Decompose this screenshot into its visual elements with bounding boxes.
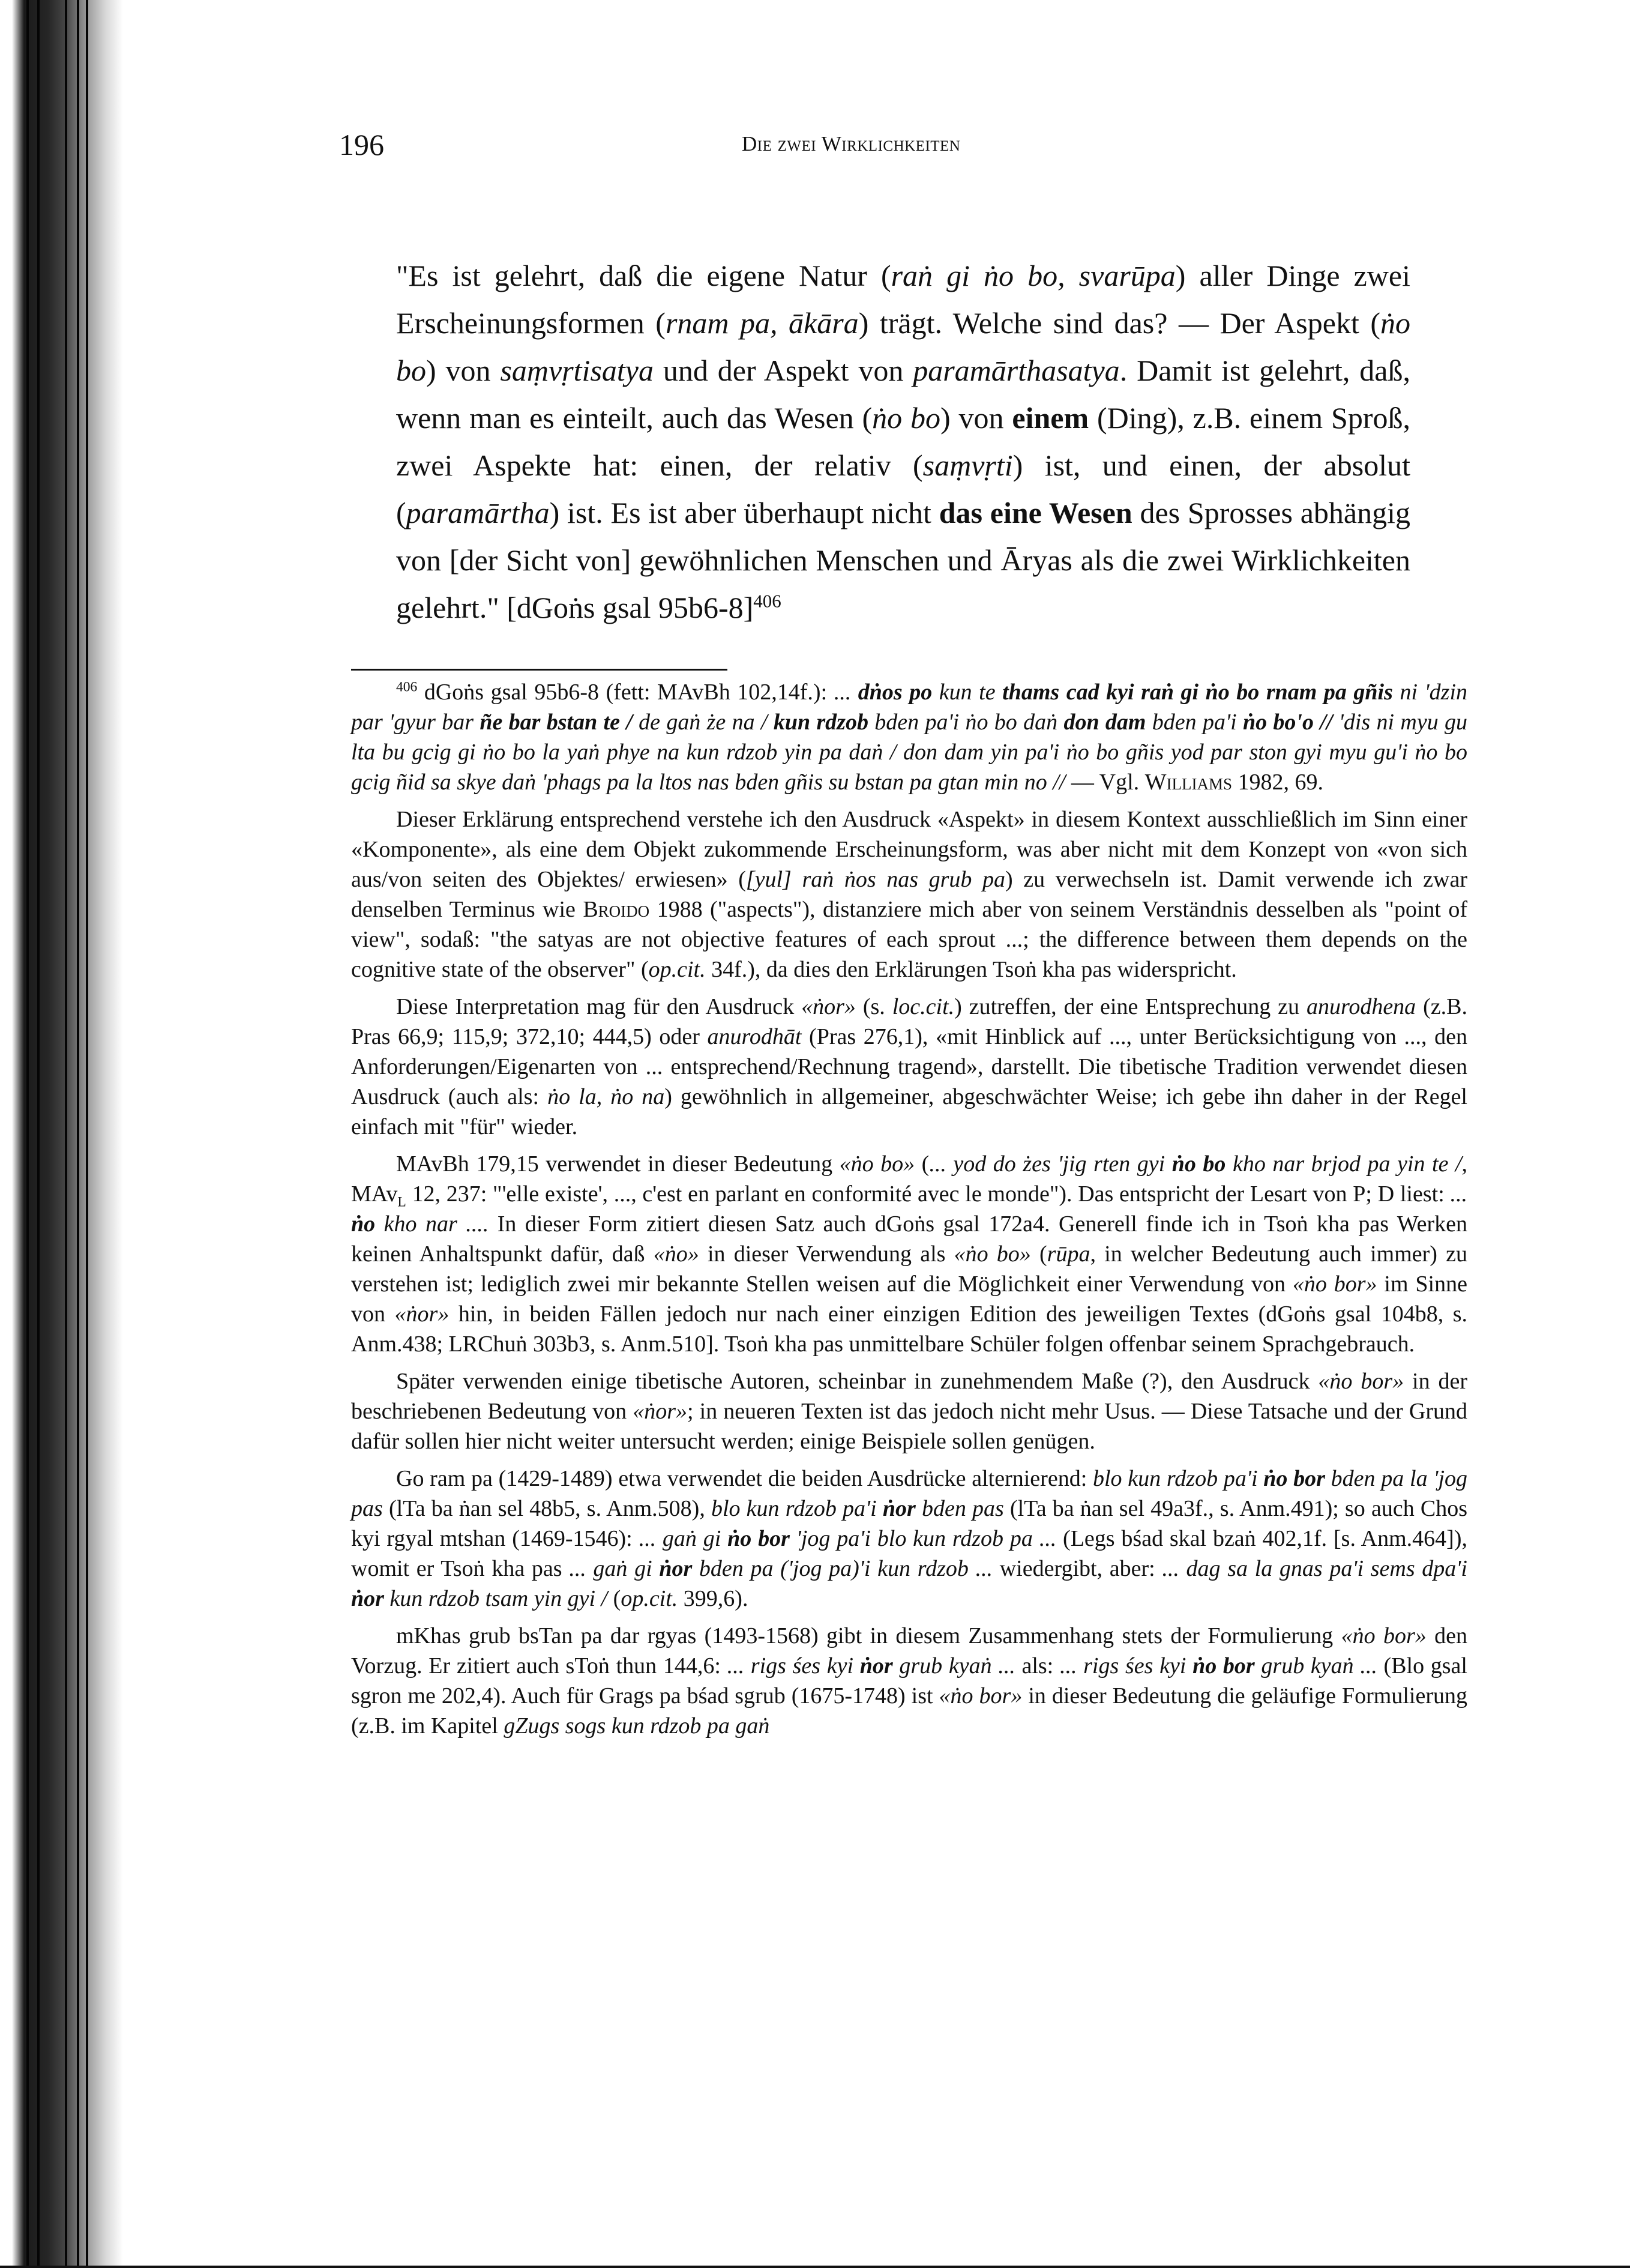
fn-term: 'jog pa'i blo kun rdzob pa ... [789, 1526, 1057, 1551]
fn-text: Dieser Erklärung entsprechend verstehe ich den Ausdruck «Aspekt» in diesem Kontext ausschließlich im Sinn einer «Komponente», als eine dem Objekt zukommende Erscheinungsform, was aber nicht mit dem Konzept von «von sich aus/von seiten des Objektes/ erwiesen» ( [351, 807, 1467, 892]
fn-term: ... rigs śes kyi [727, 1653, 860, 1678]
fn-text: — Vgl. [1065, 770, 1145, 795]
binding-line [86, 0, 88, 2268]
bottom-scan-edge [0, 2266, 1630, 2268]
fn-text: ( [1030, 1241, 1047, 1267]
fn-term: ... dag sa la gnas pa'i sems dpa'i [1162, 1556, 1467, 1581]
fn-text: (lTa ba ṅan sel 48b5, s. Anm.508), [382, 1496, 711, 1521]
fn-text: Später verwenden einige tibetische Autoren, scheinbar in zunehmendem Maße (?), den Ausdruck [396, 1369, 1319, 1394]
quote-text: ) von [426, 354, 501, 387]
fn-text: ) gewöhnlich in allgemeiner, abgeschwächter Weise; ich gebe ihn daher in der Regel einfach mit "für" wieder. [351, 1084, 1467, 1139]
fn-term: ... gaṅ gi [639, 1526, 728, 1551]
fn-term: ... gaṅ gi [569, 1556, 660, 1581]
fn-term: «ṅo» [653, 1241, 699, 1267]
quote-text: und der Aspekt von [654, 354, 913, 387]
fn-term: kho nar .... [375, 1211, 489, 1237]
fn-term: «ṅo bo» [839, 1151, 915, 1177]
fn-term: anurodhāt [707, 1024, 802, 1049]
quote-text: (Ding), z.B. einem Sproß, zwei Aspekte hat: einen, der relativ ( [396, 401, 1411, 482]
fn-text: (s. [855, 994, 892, 1019]
footnote-reference: 406 [753, 590, 781, 612]
fn-bold-term: ṅor [882, 1496, 916, 1521]
footnote-paragraph [351, 677, 1467, 797]
quote-text: ) trägt. Welche sind das? — Der Aspekt ( [858, 306, 1381, 340]
fn-subscript: L [397, 1194, 406, 1210]
fn-term: «ṅo bo» [954, 1241, 1031, 1267]
footnote-paragraph [351, 804, 1467, 985]
fn-text: ) zutreffen, der eine Entsprechung zu [954, 994, 1307, 1019]
fn-text: Go ram pa (1429-1489) etwa verwendet die beiden Ausdrücke alternierend: [396, 1466, 1093, 1491]
fn-term: «ṅo bor» [1292, 1271, 1377, 1297]
fn-text: hin, in beiden Fällen jedoch nur nach einer einzigen Edition des jeweiligen Textes (dGoṅs gsal 104b8, s. Anm.438; LRChuṅ 303b3, s. Anm.510]. Tsoṅ kha pas unmittelbare Schüler folgen offenbar seinem Sprachgebrauch. [351, 1301, 1468, 1357]
fn-text: 1982, 69. [1232, 770, 1324, 795]
fn-term: bden pa ('jog pa)'i kun rdzob ... [692, 1556, 993, 1581]
quote-text: ) ist. Es ist aber überhaupt nicht [549, 496, 939, 529]
fn-bold-term: ṅor [659, 1556, 693, 1581]
fn-bold-term: ṅo bo [1171, 1151, 1226, 1177]
fn-text: ( [607, 1586, 621, 1611]
fn-term: kun te [932, 680, 1003, 705]
footnote-paragraph [351, 1464, 1467, 1614]
fn-bold-term: ṅo bor [1192, 1653, 1255, 1678]
fn-bold-term: ṅor [351, 1586, 384, 1611]
fn-text: mKhas grub bsTan pa dar rgyas (1493-1568) gibt in diesem Zusammenhang stets der Formulierung [396, 1623, 1341, 1648]
fn-term: kho nar brjod pa yin te / [1226, 1151, 1462, 1177]
fn-bold-term: don dam [1063, 710, 1146, 735]
quote-term: ṅo bo [396, 306, 1411, 387]
quote-emphasis: das eine Wesen [939, 496, 1132, 529]
fn-bold-term: dṅos po [858, 680, 933, 705]
fn-term: 'dis ni myu gu lta bu gcig gi ṅo bo la yaṅ phye na kun rdzob yin pa daṅ / don dam yin pa'i ṅo bo gñis yod par ston gyi myu gu'i ṅo bo gcig ñid sa skye daṅ 'phags pa la ltos nas bden gñis su bstan pa gtan min no // [351, 710, 1468, 795]
fn-text: als: [1015, 1653, 1060, 1678]
fn-term: «ṅo bor» [1318, 1369, 1404, 1394]
footnote-block [351, 677, 1467, 1748]
fn-text: 1988 ("aspects"), distanziere mich aber von seinem Verständnis desselben als "point of view", sodaß: "the satyas are not objective features of each sprout ...; the difference between them depends on the cognitive state of the observer" ( [351, 897, 1468, 982]
fn-bold-term: ṅo [351, 1211, 376, 1237]
fn-text: (z.B. Pras 66,9; 115,9; 372,10; 444,5) oder [351, 994, 1467, 1049]
fn-term: de gaṅ że na / [632, 710, 774, 735]
quote-emphasis: einem [1012, 401, 1089, 435]
fn-text: , MAv [351, 1151, 1468, 1207]
fn-author: Broido [583, 897, 650, 922]
fn-term: ... [1450, 1181, 1467, 1207]
fn-text: In dieser Form zitiert diesen Satz auch dGoṅs gsal 172a4. Generell finde ich in Tsoṅ kha pas Werken keinen Anhaltspunkt dafür, daß [351, 1211, 1468, 1267]
fn-text: 399,6). [678, 1586, 748, 1611]
fn-term: ... [834, 680, 858, 705]
fn-bold-term: ṅor [859, 1653, 893, 1678]
fn-text: in dieser Verwendung als [699, 1241, 954, 1267]
quote-term: paramārthasatya [913, 354, 1120, 387]
fn-bold-term: thams cad kyi raṅ gi ṅo bo rnam pa gñis [1002, 680, 1393, 705]
fn-term: bden pa'i ṅo bo daṅ [868, 710, 1064, 735]
fn-text: Diese Interpretation mag für den Ausdruck [396, 994, 802, 1019]
block-quote [396, 252, 1410, 632]
fn-text: 34f.), da dies den Erklärungen Tsoṅ kha pas widerspricht. [705, 957, 1237, 982]
fn-text: wiedergibt, aber: [993, 1556, 1162, 1581]
fn-term: loc.cit. [892, 994, 955, 1019]
fn-text: 12, 237: "'elle existe', ..., c'est en parlant en conformité avec le monde"). Das entspricht der Lesart von P; D liest: [406, 1181, 1451, 1207]
fn-text: MAvBh 179,15 verwendet in dieser Bedeutung [396, 1151, 840, 1177]
fn-text: in dieser Bedeutung die geläufige Formulierung (z.B. im Kapitel [351, 1683, 1467, 1739]
fn-term: blo kun rdzob pa'i [711, 1496, 883, 1521]
fn-text: (lTa ba ṅan sel 49a3f., s. Anm.491); so auch Chos kyi rgyal mtshan (1469-1546): [351, 1496, 1467, 1551]
fn-text: im Sinne von [351, 1271, 1467, 1327]
fn-term: op.cit. [621, 1586, 678, 1611]
fn-bold-term: ñe bar bstan te / [480, 710, 633, 735]
fn-text: ) zu verwechseln ist. Damit verwende ich zwar denselben Terminus wie [351, 867, 1467, 922]
fn-text: , in welcher Bedeutung auch immer) zu verstehen ist; lediglich zwei mir bekannte Stellen weisen auf die Möglichkeit einer Verwendung von [351, 1241, 1468, 1297]
fn-text: (Blo gsal sgron me 202,4). Auch für Grags pa bśad sgrub (1675-1748) ist [351, 1653, 1467, 1709]
binding-line [65, 0, 67, 2268]
fn-term: grub kyaṅ ... [1254, 1653, 1377, 1678]
quote-term: ṅo bo [872, 401, 941, 435]
quote-term: raṅ gi ṅo bo, svarūpa [891, 259, 1176, 292]
footnote-paragraph [351, 1621, 1467, 1741]
fn-term: ni 'dzin par 'gyur bar [351, 680, 1468, 735]
quote-term: paramārtha [406, 496, 550, 529]
running-head: Die zwei Wirklichkeiten [742, 132, 961, 155]
footnote-number: 406 [396, 679, 418, 695]
fn-text: (Pras 276,1), «mit Hinblick auf ..., unter Berücksichtigung von ..., den Anforderungen/Eigenarten von ... entsprechend/Rechnung tragend», darstellt. Die tibetische Tradition verwendet diesen Ausdruck (auch als: [351, 1024, 1467, 1109]
fn-text: den Vorzug. Er zitiert auch sToṅ thun 144,6: [351, 1623, 1467, 1678]
quote-term: rnam pa, ākāra [665, 306, 859, 340]
fn-text: dGoṅs gsal 95b6-8 (fett: MAvBh 102,14f.): [417, 680, 834, 705]
quote-text: ) ist, und einen, der absolut ( [396, 448, 1410, 529]
fn-text: ( [915, 1151, 930, 1177]
fn-term: bden pa la 'jog pas [351, 1466, 1468, 1521]
fn-term: «ṅor» [394, 1301, 450, 1327]
quote-text: "Es ist gelehrt, daß die eigene Natur ( [396, 259, 891, 292]
fn-text: (Legs bśad skal bzaṅ 402,1f. [s. Anm.464]), womit er Tsoṅ kha pas [351, 1526, 1467, 1581]
quote-text: ) von [940, 401, 1012, 435]
footnote-paragraph [351, 992, 1467, 1142]
quote-text: des Sprosses abhängig von [der Sicht von] gewöhnlichen Menschen und Āryas als die zwei Wirklichkeiten gelehrt." [dGoṅs gsal 95b6-8] [396, 496, 1410, 624]
quote-text: . Damit ist gelehrt, daß, wenn man es einteilt, auch das Wesen ( [396, 354, 1411, 435]
fn-bold-term: ṅo bor [727, 1526, 790, 1551]
fn-term: kun rdzob tsam yin gyi / [383, 1586, 608, 1611]
fn-term: rūpa [1047, 1241, 1090, 1267]
book-binding-shadow [0, 0, 123, 2268]
fn-term: blo kun rdzob pa'i [1093, 1466, 1264, 1491]
fn-term: «ṅor» [633, 1399, 688, 1424]
fn-term: gZugs sogs kun rdzob pa gaṅ [504, 1713, 770, 1739]
fn-text: ; in neueren Texten ist das jedoch nicht mehr Usus. — Diese Tatsache und der Grund dafür sollen hier nicht weiter untersucht werden; einige Beispiele sollen genügen. [351, 1399, 1468, 1454]
fn-bold-term: kun rdzob [773, 710, 868, 735]
fn-bold-term: ṅo bor [1263, 1466, 1325, 1491]
binding-line [77, 0, 79, 2268]
fn-term: «ṅo bor» [939, 1683, 1023, 1709]
footnote-separator [351, 669, 727, 671]
fn-term: anurodhena [1306, 994, 1416, 1019]
fn-term: grub kyaṅ ... [892, 1653, 1015, 1678]
page-number: 196 [339, 128, 384, 161]
fn-term: ... rigs śes kyi [1059, 1653, 1193, 1678]
fn-term: bden pa'i [1146, 710, 1243, 735]
fn-text: in der beschriebenen Bedeutung von [351, 1369, 1468, 1424]
binding-line [26, 0, 29, 2268]
fn-author: Williams [1144, 770, 1233, 795]
quote-term: saṃvṛtisatya [500, 354, 654, 387]
fn-term: «ṅo bor» [1341, 1623, 1427, 1648]
fn-bold-term: ṅo bo'o // [1242, 710, 1333, 735]
footnote-paragraph [351, 1149, 1467, 1359]
fn-term: bden pas [915, 1496, 1004, 1521]
fn-term: op.cit. [648, 957, 706, 982]
fn-term: [yul] raṅ ṅos nas grub pa [745, 867, 1006, 892]
fn-term: ṅo la, ṅo na [547, 1084, 665, 1109]
binding-line [37, 0, 40, 2268]
quote-text: ) aller Dinge zwei Erscheinungsformen ( [396, 259, 1410, 340]
fn-term: «ṅor» [801, 994, 856, 1019]
footnote-paragraph [351, 1366, 1467, 1456]
quote-term: saṃvṛti [922, 448, 1013, 482]
fn-term: ... yod do żes 'jig rten gyi [929, 1151, 1172, 1177]
